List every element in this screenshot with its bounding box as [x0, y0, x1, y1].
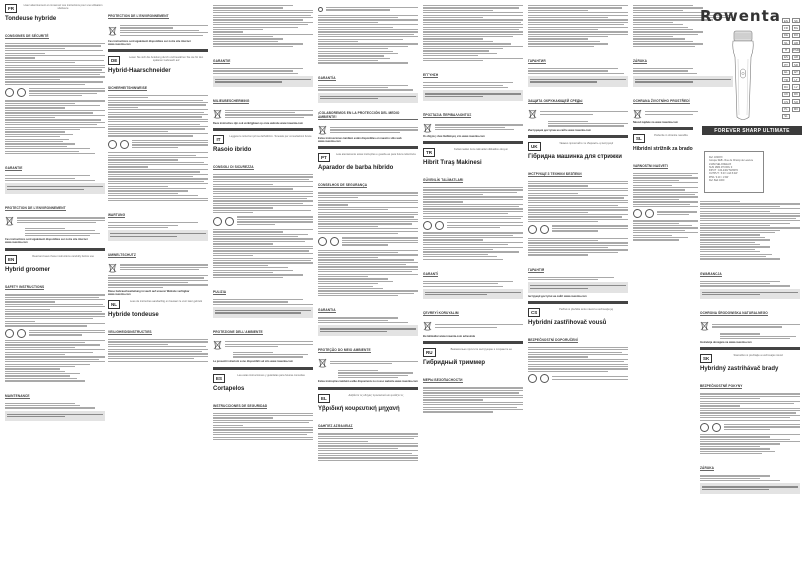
section-ru: RU Внимательно прочтите инструкцию и сохраните ее Гибридный триммер МЕРЫ БЕЗОПАСНОСТИ — [423, 348, 523, 412]
lang-cell: SQ — [793, 99, 799, 104]
section-pt: PT Leia atentamente estas instruções e guarde-as para futura referência Aparador de barba híbrido CONSELHOS DE SEGURANÇA GARANTIA PROTEÇÃO DO MEIO AMBIENTE Estas instruções também estão disponíveis no nosso website www.rowenta.com — [318, 153, 418, 384]
lang-cell: LV — [792, 84, 800, 89]
section-note: Lisez attentivement et conservez ces instructions pour une utilisation ultérieure — [23, 4, 103, 11]
lang-cell: TR — [782, 77, 790, 82]
lang-cell: SL — [782, 114, 790, 119]
section-sk: SK Starostlivo si prečítajte a uschovajte návod Hybridný zastrihávač brady BEZPEČNOSTNÉ POKYNY ZÁRUKA — [700, 354, 800, 494]
recycle-bin-icon — [423, 321, 432, 331]
lang-cell: EL — [782, 70, 790, 75]
no-shower-icon — [645, 209, 654, 218]
lang-badge-ru: RU — [423, 348, 436, 357]
lang-badge-tr: TR — [423, 148, 435, 157]
first-use-box — [5, 411, 105, 422]
section-tr: TR Kullanmadan önce talimatları dikkatlice okuyun Hibrit Tıraş Makinesi GÜVENLİK TALİMATLARI GARANTİ ÇEVREYİ KORUYALIM — [423, 148, 523, 332]
lang-cell: LT — [792, 77, 800, 82]
section-divider — [423, 341, 523, 344]
trimmer-illustration — [724, 29, 764, 124]
lang-badge-es: ES — [213, 374, 225, 383]
lang-cell: NL — [782, 40, 790, 45]
lang-badge-sk: SK — [700, 354, 712, 363]
section-title-uk: Гібридна машинка для стрижки — [528, 153, 622, 160]
column-7: ZÁRUKA OCHRANA ŽIVOTNÍHO PROSTŘEDÍ Návod najdete na www.rowenta.com SL Preberite in shranite navodila Hibridni strižnik za brado VARNOSTNI NASVETI — [633, 4, 733, 564]
lang-cell: PSR — [793, 48, 799, 53]
lang-cell: RO — [793, 33, 799, 38]
no-water-icon — [108, 140, 117, 149]
no-water-icon — [5, 88, 14, 97]
section-es: ES Lea estas instrucciones y guárdelas para futuras consultas Cortapelos INSTRUCCIONES DE SEGURIDAD — [213, 374, 313, 441]
section-nl: NL Lees de instructies aandachtig en bewaar ze voor later gebruik Hybride tondeuse VEILIGHEIDSINSTRUCTIES — [108, 300, 208, 362]
no-shower-icon — [540, 225, 549, 234]
section-divider — [5, 248, 105, 251]
section-divider — [108, 49, 208, 52]
column-3: GARANTIE MILIEUBESCHERMING Deze instructies zijn ook verkrijgbaar op onze website www.rowenta.com IT Leggete le istruzioni prima dell'utilizzo. Tenetele per consultazioni future Rasoio ibrido CONSIGLI DI SICUREZZA PULIZIA PROTEZIONE DELL'AMBIENTE Le presenti istruzioni sono disponibili sul sito www.rowenta.com ES Lea estas instrucciones y guárdelas para futuras consultas Cortapelos INSTRUCCIONES DE SEGURIDAD — [213, 4, 313, 564]
section-divider — [318, 146, 418, 149]
section-title-en: Hybrid groomer — [5, 267, 51, 274]
lang-badge-uk: UK — [528, 142, 541, 151]
recycle-bin-icon — [318, 358, 327, 368]
no-shower-icon — [225, 217, 234, 226]
brand-logo: Rowenta — [700, 7, 781, 25]
lang-cell: PT — [782, 62, 790, 67]
lang-cell: PL — [782, 107, 790, 112]
section-title-ru: Гибридный триммер — [423, 360, 486, 367]
no-water-icon — [633, 209, 642, 218]
section-divider — [528, 301, 628, 304]
lang-badge-pt: PT — [318, 153, 330, 162]
section-divider — [318, 387, 418, 390]
recycle-bin-icon — [108, 26, 117, 36]
lang-cell: MK — [793, 107, 799, 112]
no-water-icon — [528, 374, 537, 383]
lang-cell: ES — [782, 55, 790, 60]
language-grid — [782, 18, 800, 119]
section-cs: CS Pečlivě si přečtěte tento návod a uschovejte jej Hybridní zastřihovač vousů BEZPEČNOSTNÍ DOPORUČENÍ — [528, 308, 628, 383]
recycle-bin-icon — [633, 109, 642, 119]
lang-cell: UK — [782, 92, 790, 97]
subheading-safety: CONSIGNES DE SÉCURITÉ — [5, 34, 49, 38]
lang-badge-de: DE — [108, 56, 120, 65]
section-title-sl: Hibridni strižnik za brado — [633, 145, 693, 152]
no-water-icon — [5, 329, 14, 338]
lang-badge-it: IT — [213, 135, 224, 144]
no-shower-icon — [330, 237, 339, 246]
recycle-bin-icon — [5, 216, 14, 226]
important-box — [5, 183, 105, 194]
lang-cell: RK — [792, 92, 800, 97]
section-divider — [213, 367, 313, 370]
section-title-sk: Hybridný zastrihávač brady — [700, 366, 779, 373]
no-shower-icon — [17, 329, 26, 338]
section-divider — [633, 127, 693, 130]
column-5: ΕΓΓΥΗΣΗ ΠΡΟΣΤΑΣΙΑ ΠΕΡΙΒΑΛΛΟΝΤΟΣ Οι οδηγίες είναι διαθέσιμες στο www.rowenta.com TR Kullanmadan önce talimatları dikkatlice okuyun Hibrit Tıraş Makinesi GÜVENLİK TALİMATLARI GARANTİ ÇEVREYİ KORUYALIM Bu talimatlar www.rowenta.com adresinde RU Внимательно прочтите инструкцию и сохраните ее Гибридный триммер МЕРЫ БЕЗОПАСНОСТИ — [423, 4, 523, 564]
lang-badge-el: EL — [318, 394, 330, 403]
lang-badge-nl: NL — [108, 300, 120, 309]
section-title-fr: Tondeuse hybride — [5, 16, 57, 22]
section-divider — [213, 128, 313, 131]
section-de: DE Lesen Sie sich die Anleitung durch und bewahren Sie sie für den späteren Gebrauch auf Hybrid-Haarschneider SICHERHEITSHINWEISE WARTUNG UMWELTSCHUTZ Diese Gebrauchsanleitung ist auch auf unserer Website verfügbar www.rowenta.com — [108, 56, 208, 296]
section-title-it: Rasoio ibrido — [213, 146, 252, 153]
column-4: GARANTÍA ¡COLABOREMOS EN LA PROTECCIÓN DEL MEDIO AMBIENTE! Estas instrucciones también están disponibles en nuestro sitio web www.rowenta.com PT Leia atentamente estas instruções e guarde-as para futura referência Aparador de barba híbrido CONSELHOS DE SEGURANÇA GARANTIA PROTEÇÃO DO MEIO AMBIENTE Estas instruções também estão disponíveis no nosso website www.rowenta.com EL Διαβάστε τις οδηγίες προσεκτικά και φυλάξτε τις Υβριδική κουρευτική μηχανή ΟΔΗΓΙΕΣ ΑΣΦΑΛΕΙΑΣ — [318, 4, 418, 564]
section-uk: UK Уважно прочитайте та збережіть ці інструкції Гібридна машинка для стрижки ІНСТРУКЦІЇ З ТЕХНІКИ БЕЗПЕКИ — [528, 142, 628, 234]
section-title-pt: Aparador de barba híbrido — [318, 165, 394, 172]
subheading-care: GARANTIE — [5, 166, 23, 171]
lang-cell: DE — [782, 33, 790, 38]
recycle-bin-icon — [318, 125, 327, 135]
section-divider — [423, 141, 523, 144]
no-water-icon — [700, 423, 709, 432]
lang-cell: ET — [792, 70, 800, 75]
section-sl: SL Preberite in shranite navodila Hibridni strižnik za brado VARNOSTNI NASVETI — [633, 134, 733, 241]
section-title-cs: Hybridní zastřihovač vousů — [528, 319, 607, 326]
unplug-icon — [318, 7, 323, 12]
lang-cell: HR — [793, 40, 799, 45]
no-shower-icon — [120, 140, 129, 149]
column-8: GWARANCJA OCHRONA ŚRODOWISKA NATURALNEGO Instrukcja dostępna na www.rowenta.com SK Starostlivo si prečítajte a uschovajte návod Hybridný zastrihávač brady BEZPEČNOSTNÉ POKYNY ZÁRUKA — [700, 200, 800, 560]
website-note: Ces instructions sont également disponibles sur notre site internet www.rowenta.com — [5, 238, 88, 245]
warning-icons — [5, 87, 105, 98]
recycle-bin-icon — [528, 109, 537, 119]
subheading-environment: PROTECTION DE L'ENVIRONNEMENT — [5, 205, 66, 210]
lang-badge-fr: FR — [5, 4, 17, 13]
lang-badge-sl: SL — [633, 134, 645, 143]
no-water-icon — [213, 217, 222, 226]
section-el: EL Διαβάστε τις οδηγίες προσεκτικά και φυλάξτε τις Υβριδική κουρευτική μηχανή ΟΔΗΓΙΕΣ ΑΣΦΑΛΕΙΑΣ — [318, 394, 418, 461]
no-water-icon — [423, 221, 432, 230]
lang-badge-cs: CS — [528, 308, 540, 317]
recycle-bin-icon — [213, 340, 222, 350]
lang-cell: CS — [782, 99, 790, 104]
lang-cell: RU — [783, 84, 789, 89]
column-2: PROTECTION DE L'ENVIRONNEMENT Ces instructions sont également disponibles sur notre site internet www.rowenta.com DE Lesen Sie sich die Anleitung durch und bewahren Sie sie für den späteren Gebrauch auf Hybrid-Haarschneider SICHERHEITSHINWEISE WARTUNG UMWELTSCHUTZ Diese Gebrauchsanleitung ist auch auf unserer Website verfügbar www.rowenta.com NL Lees de instructies aandachtig en bewaar ze voor later gebruik Hybride tondeuse VEILIGHEIDSINSTRUCTIES — [108, 4, 208, 564]
lang-cell: IT — [782, 48, 790, 53]
section-en: EN Read and save these instructions carefully before use Hybrid groomer SAFETY INSTRUCTIONS MAINTENANCE — [5, 255, 105, 421]
section-title-nl: Hybride tondeuse — [108, 312, 159, 319]
body-text — [5, 100, 105, 154]
lang-cell: HR — [793, 55, 799, 60]
body-text — [5, 43, 105, 85]
recycle-bin-icon — [700, 321, 709, 331]
no-shower-icon — [712, 423, 721, 432]
lang-cell: SK — [792, 18, 800, 23]
no-shower-icon — [17, 88, 26, 97]
no-shower-icon — [435, 221, 444, 230]
section-it: IT Leggete le istruzioni prima dell'utilizzo. Tenetele per consultazioni future Rasoio ibrido CONSIGLI DI SICUREZZA PULIZIA PROTEZIONE DELL'AMBIENTE Le presenti istruzioni sono disponibili sul sito www.rowenta.com — [213, 134, 312, 363]
lang-cell: BG — [793, 25, 799, 30]
recycle-bin-icon — [108, 263, 117, 273]
column-6: ГАРАНТИЯ ЗАЩИТА ОКРУЖАЮЩЕЙ СРЕДЫ Инструкция доступна на сайте www.rowenta.com UK Уважно прочитайте та збережіть ці інструкції Гібридна машинка для стрижки ІНСТРУКЦІЇ З ТЕХНІКИ БЕЗПЕКИ ГАРАНТІЯ Інструкції доступні на сайті www.rowenta.com CS Pečlivě si přečtěte tento návod a uschovejte jej Hybridní zastřihovač vousů BEZPEČNOSTNÍ DOPORUČENÍ — [528, 4, 628, 564]
no-shower-icon — [540, 374, 549, 383]
section-divider — [528, 135, 628, 138]
lang-cell: FR — [782, 25, 790, 30]
no-water-icon — [318, 237, 327, 246]
recycle-bin-icon — [423, 123, 432, 133]
product-banner: FOREVER SHARP ULTIMATE — [702, 126, 802, 135]
subheading-environment: PROTECTION DE L'ENVIRONNEMENT — [108, 14, 169, 18]
section-title-es: Cortapelos — [213, 385, 245, 392]
lang-badge-en: EN — [5, 255, 17, 264]
lang-cell: EN — [782, 18, 790, 23]
section-fr — [5, 4, 105, 244]
recycle-bin-icon — [213, 109, 222, 119]
section-title-el: Υβριδική κουρευτική μηχανή — [318, 406, 400, 413]
address-box: Ref. 1820XX Groupe SEB - Rue du Champ de Lescure 21260 SELONGEUX SUN 1880 476 RFU 0 INPUT : 100-240V 50/60Hz OUTPUT : 5.0V 1.0A 5.0W IP56 / 0.1F / 1.5W Ref. Batt 1000 — [704, 151, 764, 193]
section-title-de: Hybrid-Haarschneider — [108, 67, 171, 74]
lang-cell: SR — [792, 62, 800, 67]
section-divider — [700, 347, 800, 350]
section-title-tr: Hibrit Tıraş Makinesi — [423, 159, 482, 166]
column-1 — [5, 4, 105, 564]
no-water-icon — [528, 225, 537, 234]
